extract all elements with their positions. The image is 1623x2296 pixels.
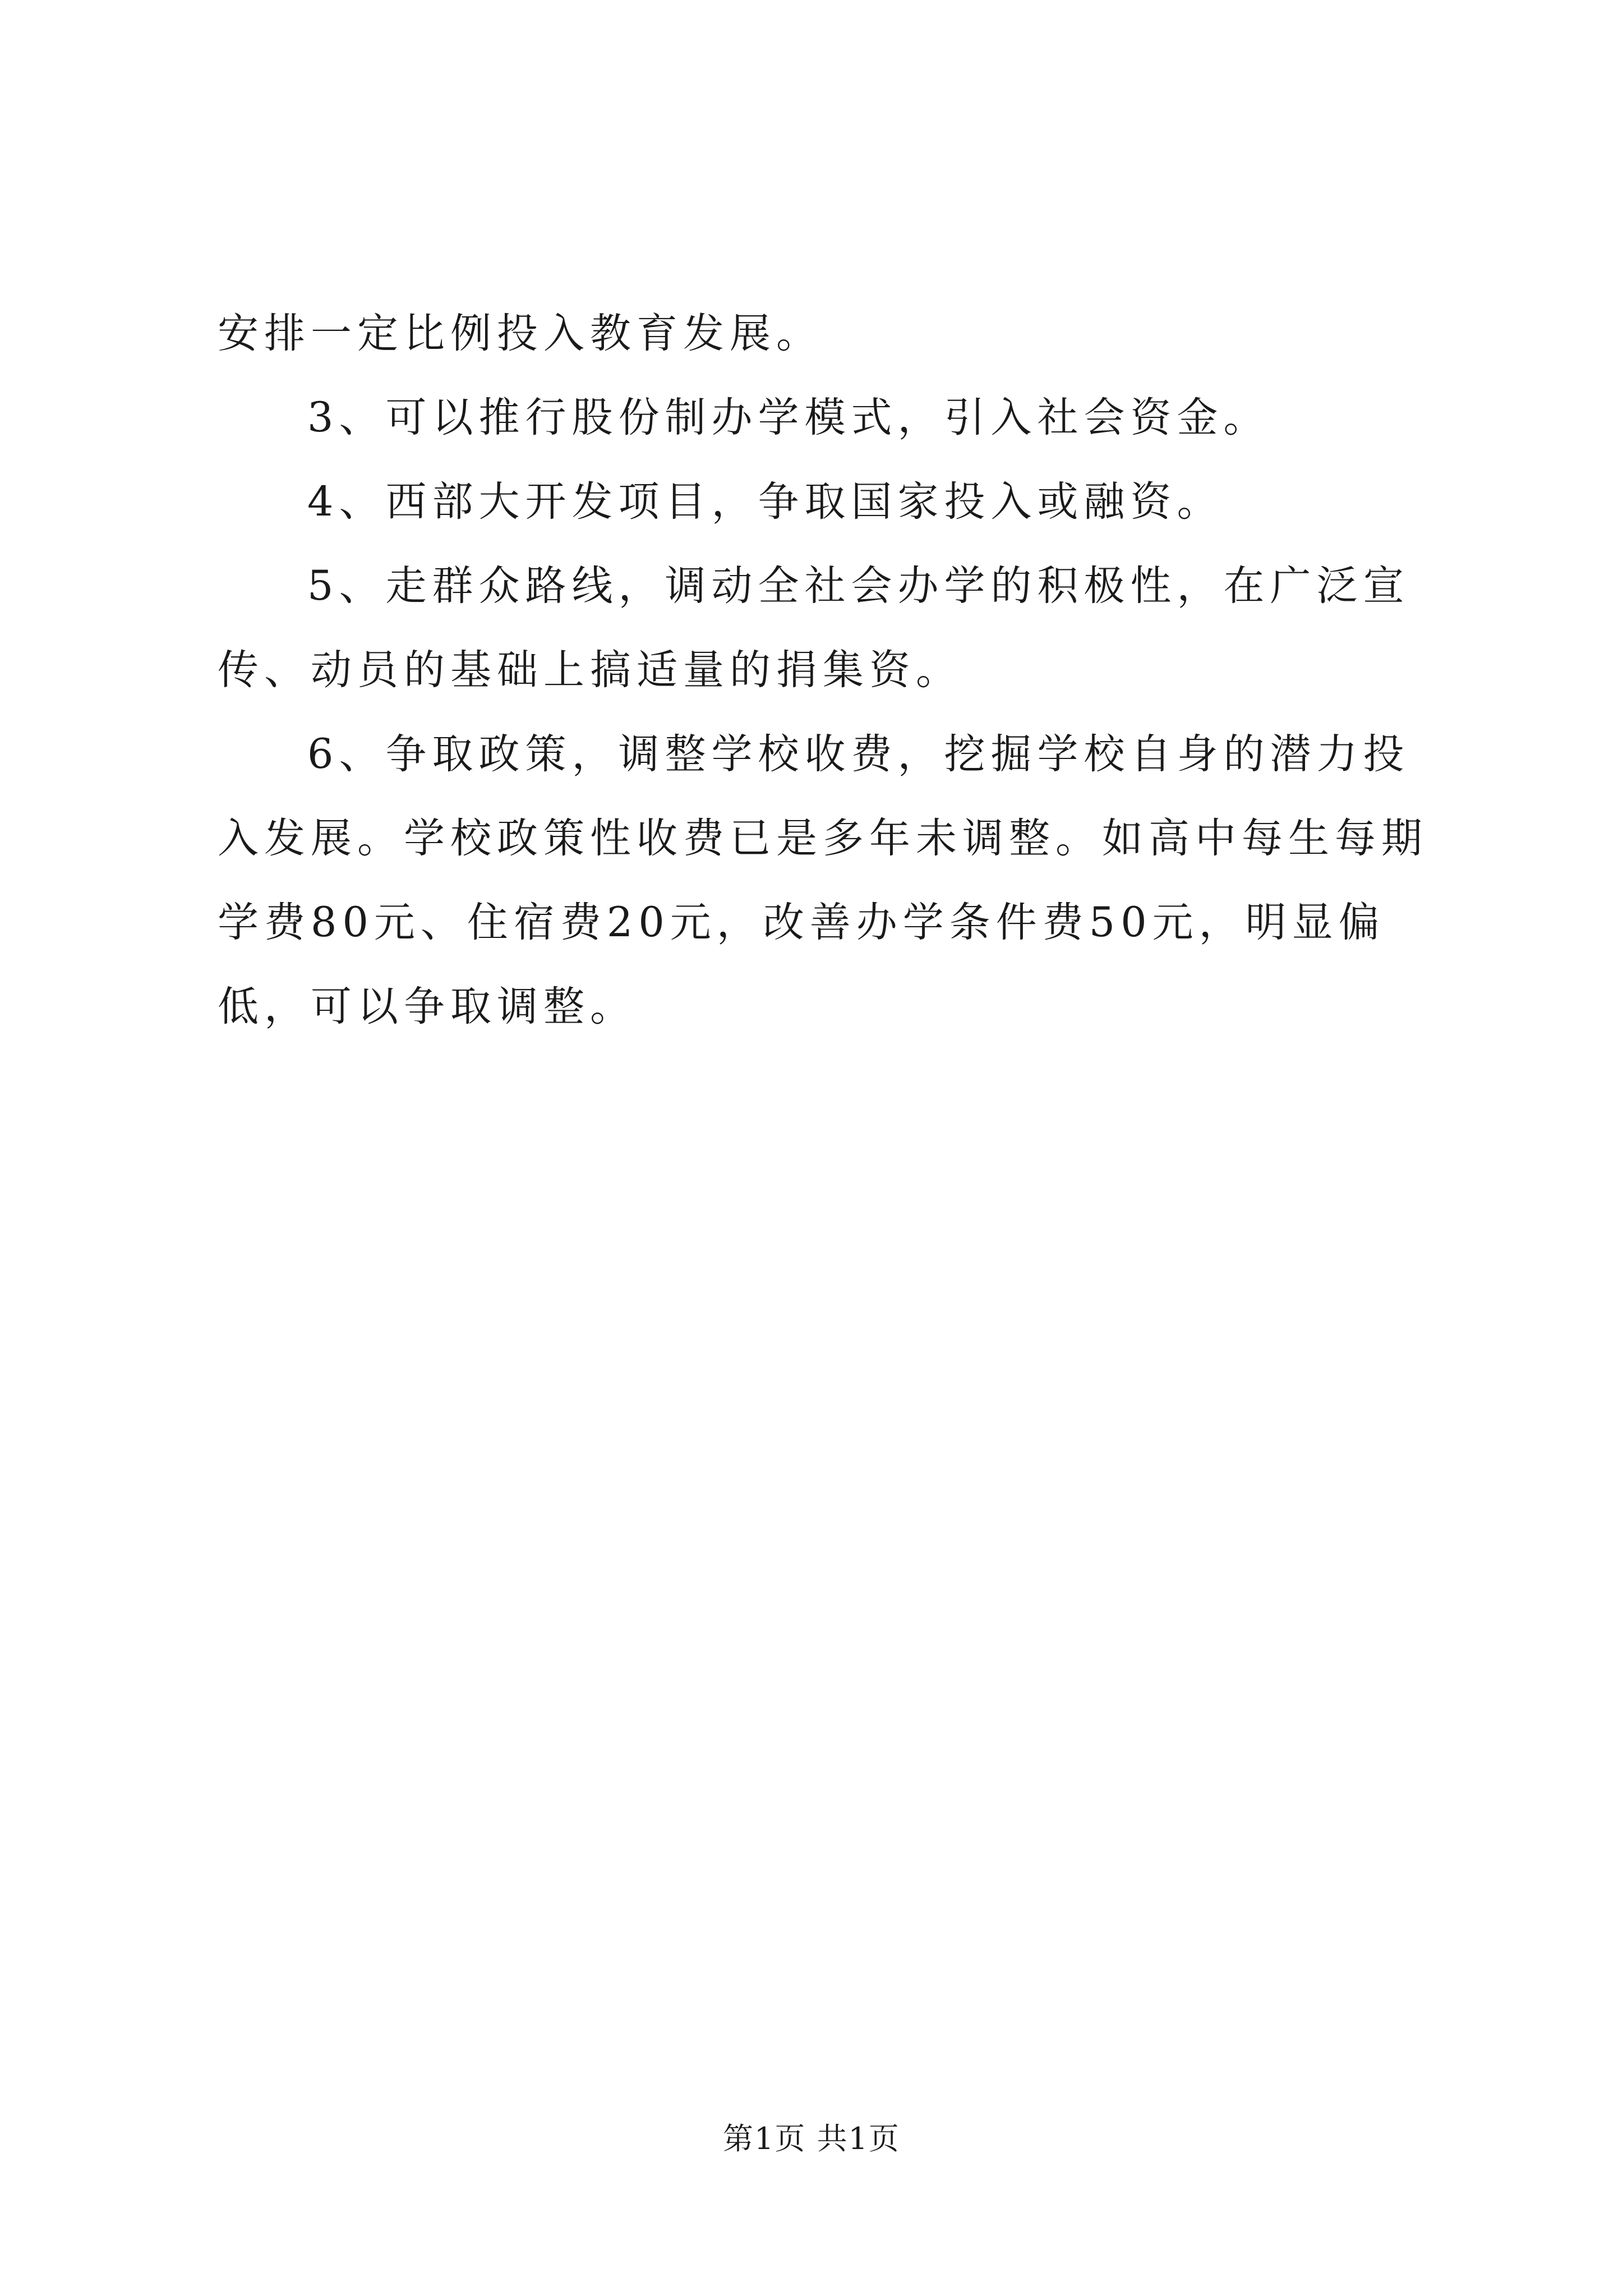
paragraph-item-5: 5、走群众路线，调动全社会办学的积极性，在广泛宣传、动员的基础上搞适量的捐集资。	[218, 562, 1410, 694]
paragraph-item-3: 3、可以推行股份制办学模式，引入社会资金。	[307, 394, 1270, 441]
page-number-label: 第1页 共1页	[723, 2121, 900, 2156]
page-footer	[0, 2115, 1623, 2158]
paragraph-continuation: 安排一定比例投入教育发展。	[218, 310, 823, 357]
paragraph-item-4: 4、西部大开发项目，争取国家投入或融资。	[307, 478, 1224, 526]
paragraph-item-6: 6、争取政策，调整学校收费，挖掘学校自身的潜力投入发展。学校政策性收费已是多年未调整。如高中每生每期学费80元、住宿费20元，改善办学条件费50元，明显偏低，可以争取调整。	[218, 730, 1428, 1030]
document-body	[218, 292, 1440, 1049]
